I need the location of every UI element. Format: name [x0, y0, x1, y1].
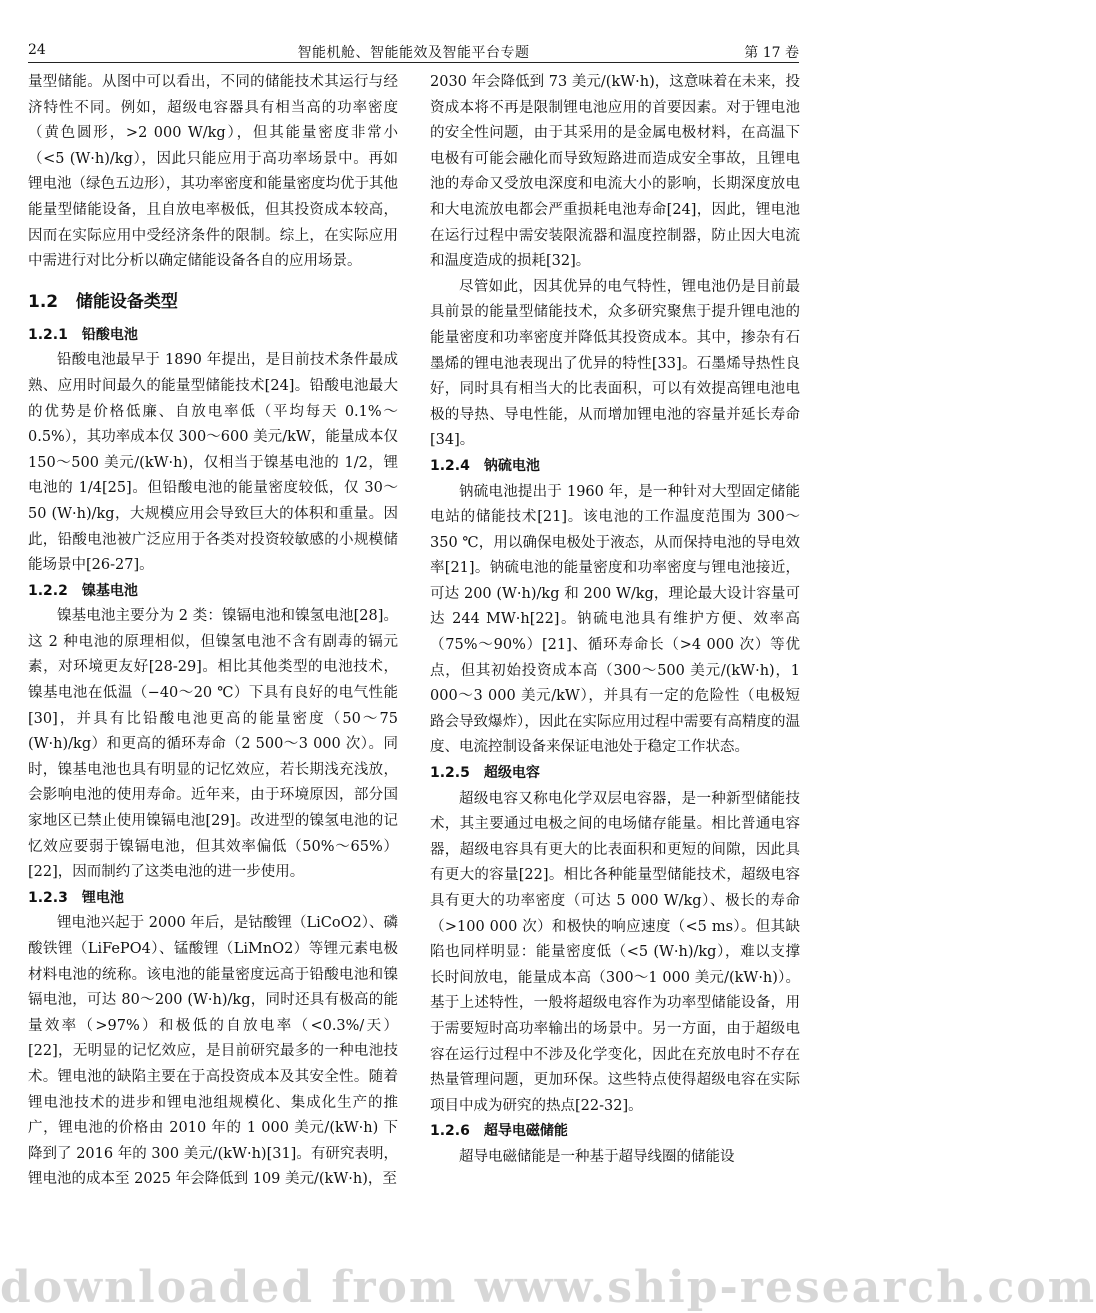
- section-heading-1-2: [28, 287, 398, 317]
- download-watermark: downloaded from www.ship-research.com: [0, 1262, 1096, 1313]
- section-number: 1.2: [28, 291, 59, 312]
- paragraph-lithium-continued: 2030 年会降低到 73 美元/(kW·h)，这意味着在未来，投资成本将不再是限制锂电池应用的首要因素。对于锂电池的安全性问题，由于其采用的是金属电极材料，在高温下电极有可能会融化而导致短路进而造成安全事故，且锂电池的寿命又受放电深度和电流大小的影响，长期深度放电和大电流放电都会严重损耗电池寿命[24]，因此，锂电池在运行过程中需安装限流器和温度控制器，防止因大电流和温度造成的损耗[32]。: [430, 74, 800, 270]
- paragraph-smes: 超导电磁储能是一种基于超导线圈的储能设: [459, 1148, 735, 1165]
- paragraph-nickel: 镍基电池主要分为 2 类：镍镉电池和镍氢电池[28]。这 2 种电池的原理相似，但镍氢电池不含有剧毒的镉元素，对环境更友好[28-29]。相比其他类型的电池技术，镍基电池在低温（−40～20 ℃）下具有良好的电气性能[30]，并具有比铅酸电池更高的能量密度（50～75 (W·h)/kg）和更高的循环寿命（2 500～3 000 次）。同时，镍基电池也具有明显的记忆效应，若长期浅充浅放，会影响电池的使用寿命。近年来，由于环境原因，部分国家地区已禁止使用镍镉电池[29]。改进型的镍氢电池的记忆效应要弱于镍镉电池，但其效率偏低（50%～65%）[22]，因而制约了这类电池的进一步使用。: [28, 608, 398, 881]
- paragraph-lithium-2: 尽管如此，因其优异的电气特性，锂电池仍是目前最具前景的能量型储能技术，众多研究聚焦于提升锂电池的能量密度和功率密度并降低其投资成本。其中，掺杂有石墨烯的锂电池表现出了优异的特性[33]。石墨烯导热性良好，同时具有相当大的比表面积，可以有效提高锂电池电极的导热、导电性能，从而增加锂电池的容量并延长寿命[34]。: [430, 278, 800, 449]
- paragraph-supercapacitor: 超级电容又称电化学双层电容器，是一种新型储能技术，其主要通过电极之间的电场储存能量。相比普通电容器，超级电容具有更大的比表面积和更短的间隙，因此具有更大的容量[22]。相比各种能量型储能技术，超级电容具有更大的功率密度（可达 5 000 W/kg）、极长的寿命（>100 000 次）和极快的响应速度（<5 ms）。但其缺陷也同样明显：能量密度低（<5 (W·h)/kg），难以支撑长时间放电，能量成本高（300～1 000 美元/(kW·h)）。基于上述特性，一般将超级电容作为功率型储能设备，用于需要短时高功率输出的场景中。另一方面，由于超级电容在运行过程中不涉及化学变化，因此在充放电时不存在热量管理问题，更加环保。这些特点使得超级电容在实际项目中成为研究的热点[22-32]。: [430, 790, 800, 1114]
- page-number: 24: [28, 42, 46, 58]
- subsection-heading-1-2-4: 1.2.4 钠硫电池: [430, 457, 540, 474]
- subsection-heading-1-2-5: 1.2.5 超级电容: [430, 765, 540, 782]
- paragraph-intro: 量型储能。从图中可以看出，不同的储能技术其运行与经济特性不同。例如，超级电容器具有相当高的功率密度（黄色圆形，>2 000 W/kg），但其能量密度非常小（<5 (W·h)/kg），因此只能应用于高功率场景中。再如锂电池（绿色五边形），其功率密度和能量密度均优于其他能量型储能设备，且自放电率极低，但其投资成本较高，因而在实际应用中受经济条件的限制。综上，在实际应用中需进行对比分析以确定储能设备各自的应用场景。: [28, 74, 398, 270]
- volume-label: 第 17 卷: [744, 45, 799, 61]
- page-header: [28, 40, 799, 63]
- subsection-heading-1-2-6: 1.2.6 超导电磁储能: [430, 1123, 568, 1140]
- section-title: 储能设备类型: [75, 291, 178, 312]
- paragraph-lithium: 锂电池兴起于 2000 年后，是钴酸锂（LiCoO2）、磷酸铁锂（LiFePO4）、锰酸锂（LiMnO2）等锂元素电极材料电池的统称。该电池的能量密度远高于铅酸电池和镍镉电池，可达 80～200 (W·h)/kg，同时还具有极高的能量效率（>97%）和极低的自放电率（<0.3%/天）[22]，无明显的记忆效应，是目前研究最多的一种电池技术。锂电池的缺陷主要在于高投资成本及其安全性。随着锂电池技术的进步和锂电池组规模化、集成化生产的推广，锂电池的价格由 2010 年的 1 000 美元/(kW·h) 下降到了 2016 年的 300 美元/(kW·h)[31]。有研究表明，锂电池的成本至 2025 年会降低到 109 美元/(kW·h)，至: [28, 915, 398, 1188]
- subsection-heading-1-2-1: 1.2.1 铅酸电池: [28, 326, 138, 343]
- paragraph-lead-acid: 铅酸电池最早于 1890 年提出，是目前技术条件最成熟、应用时间最久的能量型储能技术[24]。铅酸电池最大的优势是价格低廉、自放电率低（平均每天 0.1%～0.5%），其功率成本仅 300～600 美元/kW，能量成本仅 150～500 美元/(kW·h)，仅相当于镍基电池的 1/2，锂电池的 1/4[25]。但铅酸电池的能量密度较低，仅 30～50 (W·h)/kg，大规模应用会导致巨大的体积和重量。因此，铅酸电池被广泛应用于各类对投资较敏感的小规模储能场景中[26-27]。: [28, 352, 398, 574]
- subsection-heading-1-2-3: 1.2.3 锂电池: [28, 889, 124, 906]
- subsection-heading-1-2-2: 1.2.2 镍基电池: [28, 582, 138, 599]
- journal-section-title: 智能机舱、智能能效及智能平台专题: [297, 45, 530, 61]
- paragraph-sodium-sulfur: 钠硫电池提出于 1960 年，是一种针对大型固定储能电站的储能技术[21]。该电池的工作温度范围为 300～350 ℃，用以确保电极处于液态，从而保持电池的导电效率[21]。钠硫电池的能量密度和功率密度与锂电池接近，可达 200 (W·h)/kg 和 200 W/kg，理论最大设计容量可达 244 MW·h[22]。钠硫电池具有维护方便、效率高（75%～90%）[21]、循环寿命长（>4 000 次）等优点，但其初始投资成本高（300～500 美元/(kW·h)，1 000～3 000 美元/kW），并具有一定的危险性（电极短路会导致爆炸），因此在实际应用过程中需要有高精度的温度、电流控制设备来保证电池处于稳定工作状态。: [430, 483, 800, 756]
- left-column: [28, 70, 398, 1193]
- right-column: [430, 70, 800, 1171]
